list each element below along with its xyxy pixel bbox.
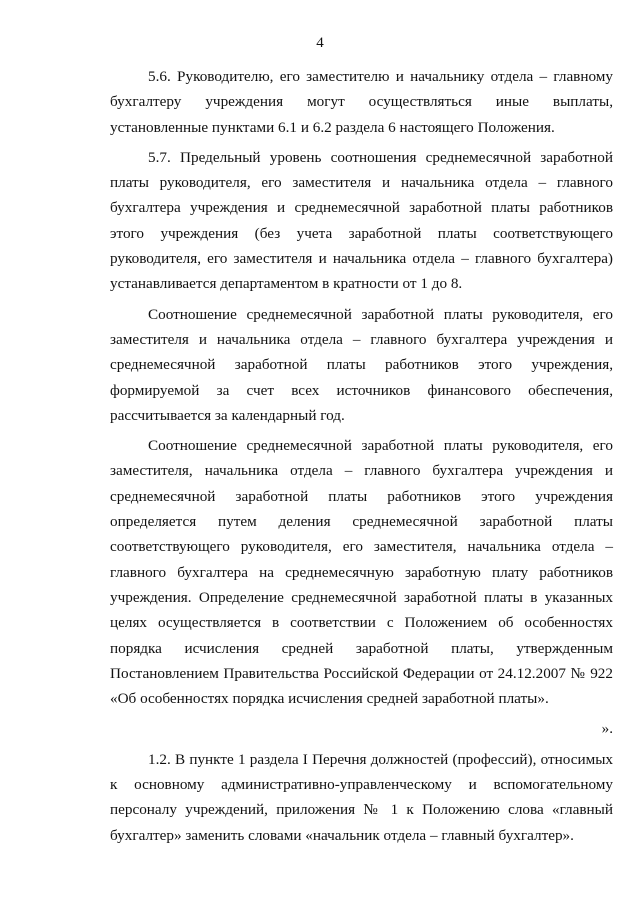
document-body bbox=[110, 64, 613, 853]
closing-quote-mark: ». bbox=[601, 720, 613, 738]
paragraph-5-7: 5.7. Предельный уровень соотношения среднемесячной заработной платы руководителя, его заместителя и начальника отдела – главного бухгалтера учреждения и среднемесячной заработной платы работников этого учреждения (без учета заработной платы соответствующего руководителя, его заместителя и начальника отдела – главного бухгалтера) устанавливается департаментом в кратности от 1 до 8. bbox=[110, 148, 613, 293]
paragraph-5-6: 5.6. Руководителю, его заместителю и начальнику отдела – главному бухгалтеру учреждения могут осуществляться иные выплаты, установленные пунктами 6.1 и 6.2 раздела 6 настоящего Положения. bbox=[110, 68, 613, 136]
paragraph-1-2: 1.2. В пункте 1 раздела I Перечня должностей (профессий), относимых к основному административно-управленческому и вспомогательному персоналу учреждений, приложения № 1 к Положению слова «главный бухгалтер» заменить словами «начальник отдела – главный бухгалтер». bbox=[110, 750, 613, 844]
paragraph-ratio-definition: Соотношение среднемесячной заработной платы руководителя, его заместителя, начальника отдела – главного бухгалтера учреждения и среднемесячной заработной платы работников этого учреждения определяется путем деления среднемесячной заработной платы соответствующего руководителя, его заместителя, начальника отдела – главного бухгалтера на среднемесячную заработную плату работников учреждения. Определение среднемесячной заработной платы в указанных целях осуществляется в соответствии с Положением об особенностях порядка исчисления средней заработной платы, утвержденным Постановлением Правительства Российской Федерации от 24.12.2007 № 922 «Об особенностях порядка исчисления средней заработной платы». bbox=[110, 437, 613, 708]
page-number: 4 bbox=[316, 35, 324, 51]
paragraph-ratio-calculation: Соотношение среднемесячной заработной платы руководителя, его заместителя и начальника отдела – главного бухгалтера учреждения и среднемесячной заработной платы работников этого учреждения, формируемой за счет всех источников финансового обеспечения, рассчитывается за календарный год. bbox=[110, 305, 613, 424]
